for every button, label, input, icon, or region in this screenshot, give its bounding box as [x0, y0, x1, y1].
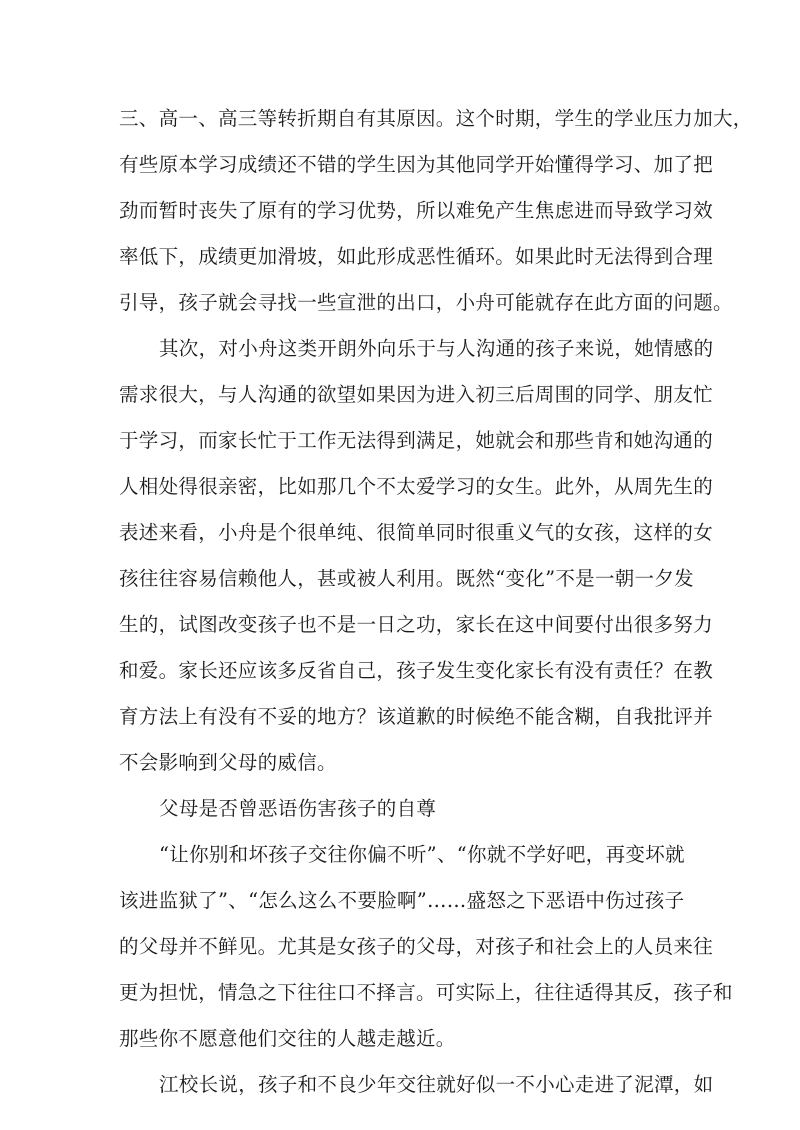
text-line: “让你别和坏孩子交往你偏不听”、“你就不学好吧，再变坏就: [159, 843, 685, 866]
text-line: 江校长说，孩子和不良少年交往就好似一不小心走进了泥潭，如: [159, 1073, 714, 1096]
text-line: 三、高一、高三等转折期自有其原因。这个时期，学生的学业压力加大，: [119, 107, 753, 130]
text-line: 更为担忧，情急之下往往口不择言。可实际上，往往适得其反，孩子和: [119, 981, 733, 1004]
text-line: 需求很大，与人沟通的欲望如果因为进入初三后周围的同学、朋友忙: [119, 383, 714, 406]
text-line: 劲而暂时丧失了原有的学习优势，所以难免产生焦虑进而导致学习效: [119, 199, 714, 222]
text-line: 引导，孩子就会寻找一些宣泄的出口，小舟可能就存在此方面的问题。: [119, 291, 733, 314]
text-line: 的父母并不鲜见。尤其是女孩子的父母，对孩子和社会上的人员来往: [119, 935, 714, 958]
text-line: 人相处得很亲密，比如那几个不太爱学习的女生。此外，从周先生的: [119, 475, 714, 498]
text-line: 其次，对小舟这类开朗外向乐于与人沟通的孩子来说，她情感的: [159, 337, 714, 360]
text-line: 率低下，成绩更加滑坡，如此形成恶性循环。如果此时无法得到合理: [119, 245, 714, 268]
text-line: 生的，试图改变孩子也不是一日之功，家长在这中间要付出很多努力: [119, 613, 714, 636]
document-body: [119, 96, 753, 1108]
text-line: 表述来看，小舟是个很单纯、很简单同时很重义气的女孩，这样的女: [119, 521, 714, 544]
text-line: 有些原本学习成绩还不错的学生因为其他同学开始懂得学习、加了把: [119, 153, 714, 176]
text-line: 和爱。家长还应该多反省自己，孩子发生变化家长有没有责任？在教: [119, 659, 714, 682]
text-line: 不会影响到父母的威信。: [119, 751, 337, 774]
section-heading: 父母是否曾恶语伤害孩子的自尊: [159, 797, 437, 820]
text-line: 那些你不愿意他们交往的人越走越近。: [119, 1027, 456, 1050]
text-line: 该进监狱了”、“怎么这么不要脸啊”……盛怒之下恶语中伤过孩子: [119, 889, 685, 912]
text-line: 于学习，而家长忙于工作无法得到满足，她就会和那些肯和她沟通的: [119, 429, 714, 452]
text-line: 育方法上有没有不妥的地方？该道歉的时候绝不能含糊，自我批评并: [119, 705, 714, 728]
text-line: 孩往往容易信赖他人，甚或被人利用。既然“变化”不是一朝一夕发: [119, 567, 694, 590]
